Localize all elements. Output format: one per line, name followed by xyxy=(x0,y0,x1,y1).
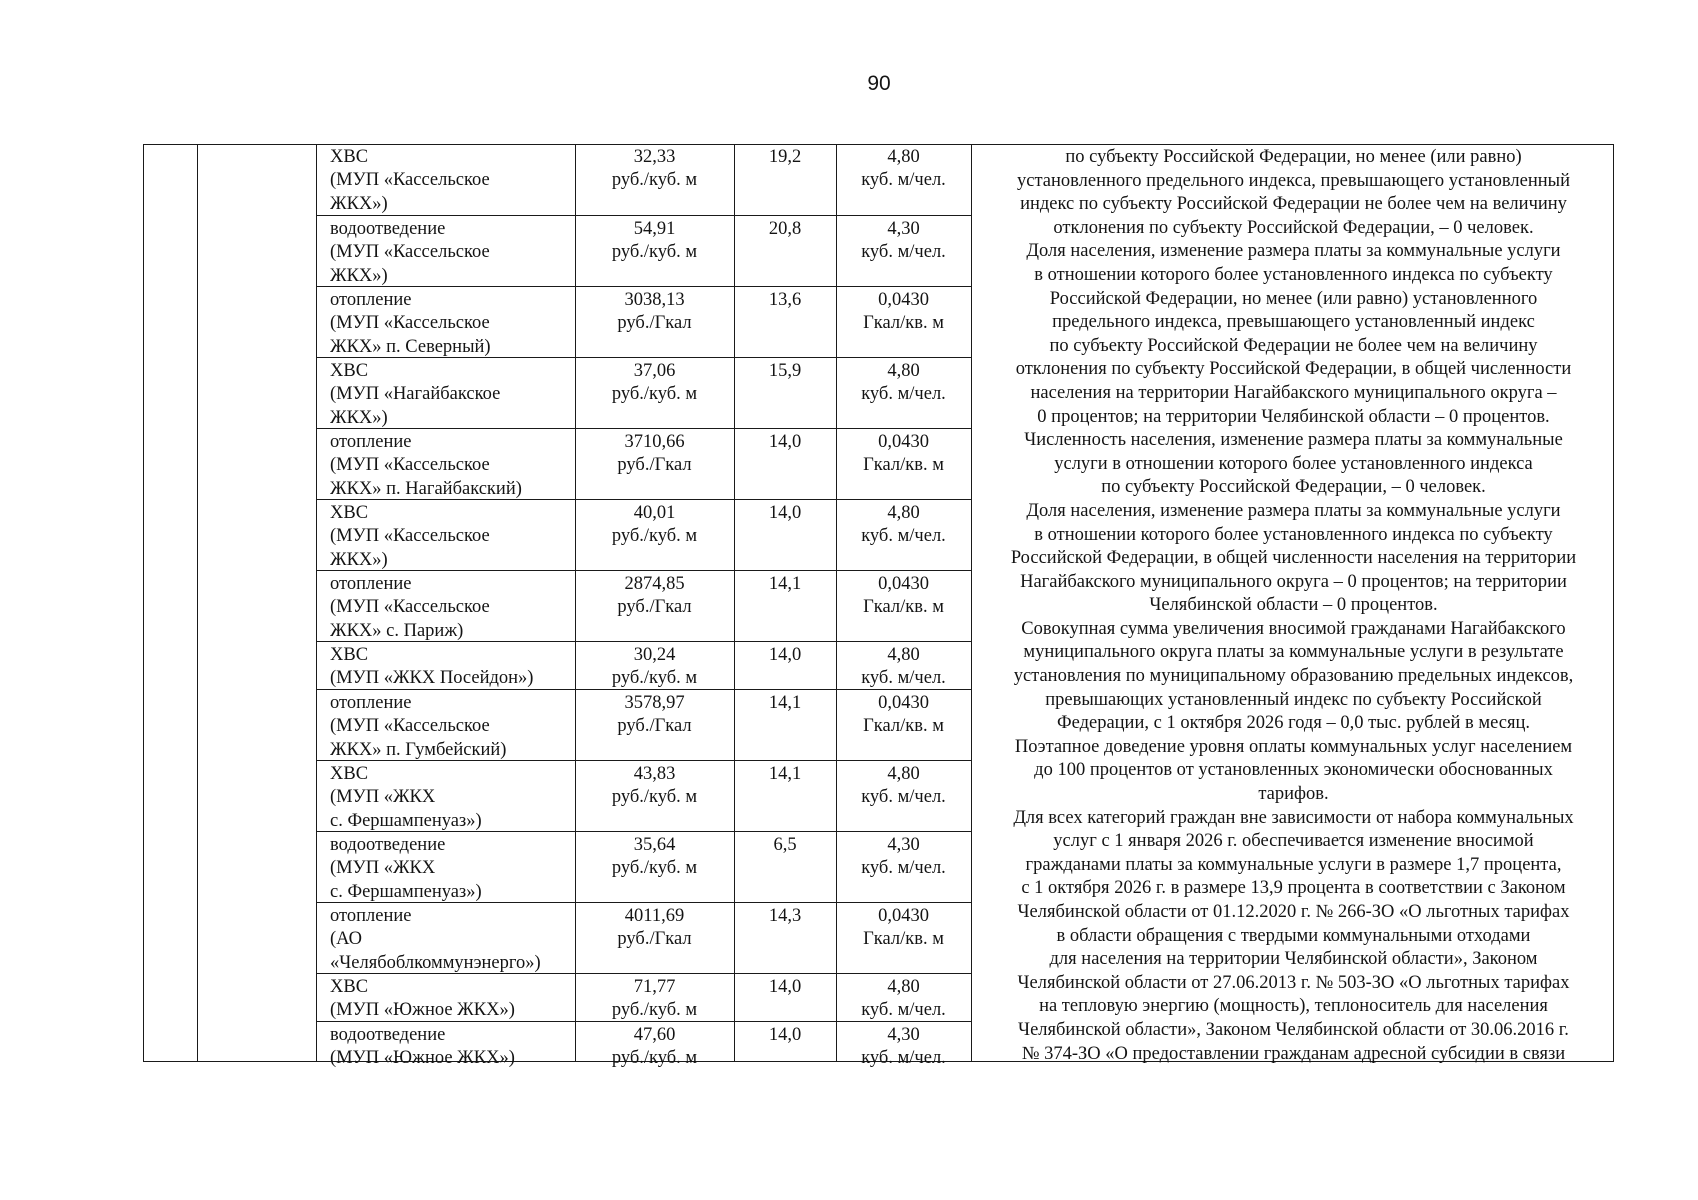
cell-line: (МУП «Кассельское xyxy=(330,597,490,618)
consumption-norm-cell xyxy=(836,144,971,215)
consumption-norm-cell xyxy=(836,974,971,1021)
increase-percent-cell xyxy=(734,761,836,831)
cell-line: 2874,85 xyxy=(624,574,685,594)
cell-line: (МУП «Кассельское xyxy=(330,455,490,476)
note-line: установленного предельного индекса, превышающего установленный xyxy=(1017,170,1570,191)
cell-line: ЖКХ») xyxy=(330,193,388,214)
cell-line: ЖКХ» п. Гумбейский) xyxy=(330,739,507,760)
consumption-norm-cell xyxy=(836,832,971,902)
cell-line: 14,0 xyxy=(768,645,802,665)
cell-line: 4,80 xyxy=(887,977,920,997)
cell-line: отопление xyxy=(330,290,412,310)
tariff-cell xyxy=(575,500,734,570)
cell-line: водоотведение xyxy=(330,1025,446,1045)
note-line: установления по муниципальному образованию предельных индексов, xyxy=(1013,666,1574,687)
cell-line: 6,5 xyxy=(773,835,797,855)
cell-line: ХВС xyxy=(330,147,369,167)
consumption-norm-cell xyxy=(836,216,971,286)
service-name-cell xyxy=(316,358,575,428)
cell-line: 32,33 xyxy=(633,147,676,167)
note-line: предельного индекса, превышающего установленный индекс xyxy=(1052,312,1535,333)
consumption-norm-cell xyxy=(836,500,971,570)
cell-line: куб. м/чел. xyxy=(861,242,946,263)
cell-line: Гкал/кв. м xyxy=(863,455,944,476)
cell-line: 0,0430 xyxy=(878,906,929,926)
table-row xyxy=(316,689,971,760)
note-line: по субъекту Российской Федерации не более чем на величину xyxy=(1049,335,1538,356)
table-row xyxy=(316,144,971,215)
cell-line: 30,24 xyxy=(633,645,676,665)
note-line: Челябинской области от 01.12.2020 г. № 266-ЗО «О льготных тарифах xyxy=(1017,902,1570,922)
cell-line: 14,0 xyxy=(768,432,802,452)
cell-line: 71,77 xyxy=(633,977,676,997)
note-line: по субъекту Российской Федерации, – 0 человек. xyxy=(1101,477,1486,498)
increase-percent-cell xyxy=(734,500,836,570)
table-row xyxy=(316,760,971,831)
tariff-cell xyxy=(575,144,734,215)
cell-line: руб./Гкал xyxy=(617,597,692,618)
consumption-norm-cell xyxy=(836,690,971,760)
note-line: в отношении которого более установленного индекса по субъекту xyxy=(1034,264,1553,285)
cell-line: 14,1 xyxy=(768,574,802,594)
service-name-cell xyxy=(316,1022,575,1069)
note-line: превышающих установленный индекс по субъекту Российской xyxy=(1045,689,1542,710)
note-line: в отношении которого более установленного индекса по субъекту xyxy=(1034,524,1553,545)
tariff-cell xyxy=(575,571,734,641)
note-line: на тепловую энергию (мощность), теплоноситель для населения xyxy=(1039,996,1548,1017)
note-line: в области обращения с твердыми коммунальными отходами xyxy=(1056,925,1531,946)
service-name-cell xyxy=(316,690,575,760)
note-line: Российской Федерации, в общей численности населения на территории xyxy=(1010,548,1577,569)
tariff-cell xyxy=(575,690,734,760)
note-line: № 374-ЗО «О предоставлении гражданам адресной субсидии в связи xyxy=(1021,1043,1566,1064)
cell-line: руб./куб. м xyxy=(611,668,698,689)
note-line: Федерации, с 1 октября 2026 годя – 0,0 тыс. рублей в месяц. xyxy=(1056,713,1530,734)
cell-line: 20,8 xyxy=(768,219,802,239)
note-line: по субъекту Российской Федерации, но менее (или равно) xyxy=(1065,147,1522,167)
cell-line: куб. м/чел. xyxy=(861,1000,946,1021)
table-row xyxy=(316,641,971,689)
service-name-cell xyxy=(316,642,575,689)
note-line: Совокупная сумма увеличения вносимой гражданами Нагайбакского xyxy=(1021,618,1566,639)
cell-line: руб./Гкал xyxy=(617,313,692,334)
cell-line: Гкал/кв. м xyxy=(863,597,944,618)
service-name-cell xyxy=(316,287,575,357)
cell-line: ХВС xyxy=(330,977,369,997)
cell-line: руб./Гкал xyxy=(617,716,692,737)
cell-line: ЖКХ» п. Северный) xyxy=(330,336,491,357)
note-line: для населения на территории Челябинской области», Законом xyxy=(1049,949,1538,970)
cell-line: (МУП «ЖКХ xyxy=(330,858,436,879)
cell-line: куб. м/чел. xyxy=(861,787,946,808)
increase-percent-cell xyxy=(734,1022,836,1069)
table-row xyxy=(316,428,971,499)
tariff-cell xyxy=(575,429,734,499)
cell-line: куб. м/чел. xyxy=(861,170,946,191)
tariff-cell xyxy=(575,216,734,286)
cell-line: 4,80 xyxy=(887,645,920,665)
cell-line: «Челябоблкоммунэнерго») xyxy=(330,952,541,973)
note-line: населения на территории Нагайбакского муниципального округа – xyxy=(1030,382,1557,403)
column-divider xyxy=(971,144,972,1062)
cell-line: куб. м/чел. xyxy=(861,1048,946,1069)
cell-line: (МУП «Южное ЖКХ») xyxy=(330,1048,515,1069)
increase-percent-cell xyxy=(734,903,836,973)
column-divider xyxy=(197,144,198,1062)
tariff-cell xyxy=(575,903,734,973)
note-line: отклонения по субъекту Российской Федерации, – 0 человек. xyxy=(1053,217,1534,238)
increase-percent-cell xyxy=(734,571,836,641)
increase-percent-cell xyxy=(734,358,836,428)
cell-line: Гкал/кв. м xyxy=(863,929,944,950)
cell-line: 47,60 xyxy=(633,1025,676,1045)
note-line: тарифов. xyxy=(1258,784,1329,805)
cell-line: 4,80 xyxy=(887,361,920,381)
cell-line: 43,83 xyxy=(633,764,676,784)
note-line: Поэтапное доведение уровня оплаты коммунальных услуг населением xyxy=(1014,736,1573,757)
cell-line: 54,91 xyxy=(633,219,676,239)
cell-line: 4,30 xyxy=(887,835,920,855)
cell-line: 3578,97 xyxy=(624,693,685,713)
service-name-cell xyxy=(316,903,575,973)
cell-line: водоотведение xyxy=(330,835,446,855)
cell-line: 37,06 xyxy=(633,361,676,381)
page-number: 90 xyxy=(867,72,891,95)
cell-line: (МУП «Кассельское xyxy=(330,313,490,334)
cell-line: 4,80 xyxy=(887,503,920,523)
service-name-cell xyxy=(316,429,575,499)
cell-line: руб./куб. м xyxy=(611,170,698,191)
cell-line: руб./Гкал xyxy=(617,455,692,476)
increase-percent-cell xyxy=(734,690,836,760)
cell-line: 4,80 xyxy=(887,147,920,167)
cell-line: руб./куб. м xyxy=(611,787,698,808)
cell-line: 40,01 xyxy=(633,503,676,523)
table-row xyxy=(316,973,971,1021)
table-row xyxy=(316,831,971,902)
cell-line: ЖКХ») xyxy=(330,549,388,570)
tariff-cell xyxy=(575,287,734,357)
cell-line: (МУП «Кассельское xyxy=(330,170,490,191)
cell-line: 0,0430 xyxy=(878,574,929,594)
cell-line: руб./куб. м xyxy=(611,526,698,547)
note-line: Доля населения, изменение размера платы за коммунальные услуги xyxy=(1026,500,1561,521)
tariff-cell xyxy=(575,761,734,831)
cell-line: 3038,13 xyxy=(624,290,685,310)
cell-line: ХВС xyxy=(330,645,369,665)
cell-line: 14,0 xyxy=(768,1025,802,1045)
cell-line: Гкал/кв. м xyxy=(863,313,944,334)
cell-line: ХВС xyxy=(330,361,369,381)
cell-line: 13,6 xyxy=(768,290,802,310)
cell-line: 0,0430 xyxy=(878,432,929,452)
note-line: муниципального округа платы за коммунальные услуги в результате xyxy=(1023,642,1564,663)
service-name-cell xyxy=(316,832,575,902)
cell-line: водоотведение xyxy=(330,219,446,239)
consumption-norm-cell xyxy=(836,429,971,499)
tariff-table xyxy=(316,144,971,1069)
table-row xyxy=(316,215,971,286)
note-line: Челябинской области – 0 процентов. xyxy=(1149,595,1438,616)
cell-line: 14,3 xyxy=(768,906,802,926)
consumption-norm-cell xyxy=(836,642,971,689)
cell-line: отопление xyxy=(330,574,412,594)
cell-line: ЖКХ») xyxy=(330,407,388,428)
cell-line: куб. м/чел. xyxy=(861,526,946,547)
cell-line: 14,1 xyxy=(768,764,802,784)
note-line: Для всех категорий граждан вне зависимости от набора коммунальных xyxy=(1013,807,1574,828)
increase-percent-cell xyxy=(734,832,836,902)
increase-percent-cell xyxy=(734,287,836,357)
service-name-cell xyxy=(316,144,575,215)
cell-line: с. Фершампенуаз») xyxy=(330,881,482,902)
table-row xyxy=(316,902,971,973)
cell-line: (МУП «Южное ЖКХ») xyxy=(330,1000,515,1021)
tariff-cell xyxy=(575,358,734,428)
cell-line: 15,9 xyxy=(768,361,802,381)
service-name-cell xyxy=(316,974,575,1021)
cell-line: куб. м/чел. xyxy=(861,858,946,879)
explanatory-note xyxy=(973,146,1614,1066)
cell-line: 4,30 xyxy=(887,1025,920,1045)
cell-line: отопление xyxy=(330,432,412,452)
cell-line: руб./Гкал xyxy=(617,929,692,950)
tariff-cell xyxy=(575,974,734,1021)
cell-line: (МУП «ЖКХ Посейдон») xyxy=(330,668,534,689)
cell-line: ЖКХ») xyxy=(330,265,388,286)
cell-line: 19,2 xyxy=(768,147,802,167)
cell-line: руб./куб. м xyxy=(611,858,698,879)
table-row xyxy=(316,1021,971,1069)
note-line: Нагайбакского муниципального округа – 0 процентов; на территории xyxy=(1020,571,1567,592)
increase-percent-cell xyxy=(734,216,836,286)
cell-line: руб./куб. м xyxy=(611,1048,698,1069)
note-line: с 1 октября 2026 г. в размере 13,9 процента в соответствии с Законом xyxy=(1021,878,1566,899)
increase-percent-cell xyxy=(734,974,836,1021)
cell-line: 4,30 xyxy=(887,219,920,239)
note-line: до 100 процентов от установленных экономически обоснованных xyxy=(1034,760,1553,781)
note-line: гражданами платы за коммунальные услуги в размере 1,7 процента, xyxy=(1025,854,1562,875)
cell-line: руб./куб. м xyxy=(611,384,698,405)
tariff-cell xyxy=(575,642,734,689)
consumption-norm-cell xyxy=(836,358,971,428)
table-row xyxy=(316,286,971,357)
cell-line: ХВС xyxy=(330,503,369,523)
cell-line: 14,1 xyxy=(768,693,802,713)
note-line: Челябинской области от 27.06.2013 г. № 503-ЗО «О льготных тарифах xyxy=(1017,972,1570,993)
service-name-cell xyxy=(316,571,575,641)
cell-line: отопление xyxy=(330,693,412,713)
table-row xyxy=(316,357,971,428)
cell-line: с. Фершампенуаз») xyxy=(330,810,482,831)
note-line: 0 процентов; на территории Челябинской области – 0 процентов. xyxy=(1037,406,1550,427)
cell-line: (МУП «ЖКХ xyxy=(330,787,436,808)
note-line: Доля населения, изменение размера платы за коммунальные услуги xyxy=(1026,241,1561,262)
cell-line: ЖКХ» с. Париж) xyxy=(330,620,464,641)
cell-line: 4011,69 xyxy=(624,906,685,926)
consumption-norm-cell xyxy=(836,571,971,641)
cell-line: ЖКХ» п. Нагайбакский) xyxy=(330,478,522,499)
increase-percent-cell xyxy=(734,429,836,499)
increase-percent-cell xyxy=(734,144,836,215)
cell-line: 35,64 xyxy=(633,835,676,855)
note-line: Челябинской области», Законом Челябинской области от 30.06.2016 г. xyxy=(1018,1019,1569,1040)
increase-percent-cell xyxy=(734,642,836,689)
table-row xyxy=(316,499,971,570)
note-line: Численность населения, изменение размера платы за коммунальные xyxy=(1024,430,1563,451)
cell-line: 3710,66 xyxy=(624,432,685,452)
cell-line: 14,0 xyxy=(768,977,802,997)
consumption-norm-cell xyxy=(836,287,971,357)
service-name-cell xyxy=(316,216,575,286)
cell-line: руб./куб. м xyxy=(611,242,698,263)
service-name-cell xyxy=(316,761,575,831)
cell-line: 0,0430 xyxy=(878,693,929,713)
cell-line: (МУП «Кассельское xyxy=(330,526,490,547)
note-line: услуги в отношении которого более установленного индекса xyxy=(1054,453,1533,474)
cell-line: (МУП «Нагайбакское xyxy=(330,384,501,405)
cell-line: куб. м/чел. xyxy=(861,384,946,405)
cell-line: 4,80 xyxy=(887,764,920,784)
cell-line: (МУП «Кассельское xyxy=(330,716,490,737)
cell-line: 0,0430 xyxy=(878,290,929,310)
consumption-norm-cell xyxy=(836,903,971,973)
consumption-norm-cell xyxy=(836,761,971,831)
service-name-cell xyxy=(316,500,575,570)
table-row xyxy=(316,570,971,641)
consumption-norm-cell xyxy=(836,1022,971,1069)
tariff-cell xyxy=(575,832,734,902)
cell-line: куб. м/чел. xyxy=(861,668,946,689)
tariff-cell xyxy=(575,1022,734,1069)
cell-line: Гкал/кв. м xyxy=(863,716,944,737)
note-line: отклонения по субъекту Российской Федерации, в общей численности xyxy=(1015,359,1572,380)
note-line: индекс по субъекту Российской Федерации не более чем на величину xyxy=(1020,194,1567,215)
cell-line: руб./куб. м xyxy=(611,1000,698,1021)
cell-line: ХВС xyxy=(330,764,369,784)
note-line: услуг с 1 января 2026 г. обеспечивается изменение вносимой xyxy=(1053,831,1534,852)
cell-line: (АО xyxy=(330,929,362,950)
cell-line: (МУП «Кассельское xyxy=(330,242,490,263)
note-line: Российской Федерации, но менее (или равно) установленного xyxy=(1049,288,1538,309)
cell-line: отопление xyxy=(330,906,412,926)
cell-line: 14,0 xyxy=(768,503,802,523)
